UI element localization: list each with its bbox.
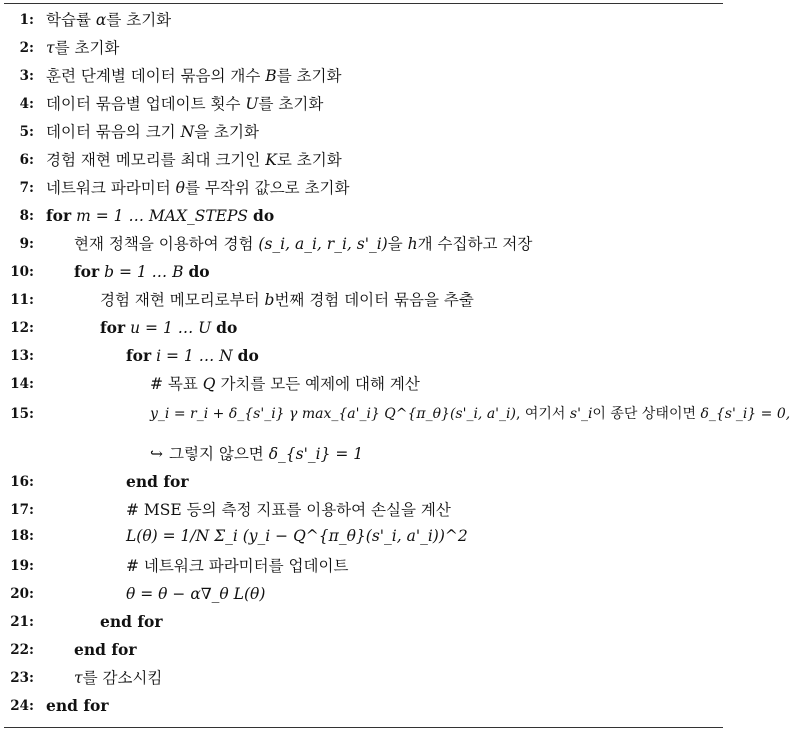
line-number: 3:	[19, 68, 34, 84]
line-text: for m = 1 … MAX_STEPS do	[46, 206, 275, 225]
algo-line-7	[0, 174, 727, 202]
line-number: 6:	[19, 152, 34, 168]
algo-line-24	[0, 692, 727, 720]
line-number: 10:	[10, 264, 34, 280]
algo-line-22	[0, 636, 727, 664]
algo-line-13	[0, 342, 727, 370]
line-text: ↪ 그렇지 않으면 δ_{s'_i} = 1	[150, 445, 364, 463]
algo-line-1	[0, 6, 727, 34]
line-text: end for	[126, 472, 189, 491]
algo-line-8	[0, 202, 727, 230]
line-text: # 네트워크 파라미터를 업데이트	[126, 557, 349, 575]
line-text: y_i = r_i + δ_{s'_i} γ max_{a'_i} Q^{π_θ}(s'_i, a'_i), 여기서 s'_i이 종단 상태이면 δ_{s'_i} = 0,	[150, 406, 790, 422]
line-text: τ를 초기화	[46, 39, 120, 57]
line-text: 훈련 단계별 데이터 묶음의 개수 B를 초기화	[46, 67, 342, 85]
algo-line-19	[0, 552, 727, 580]
line-text: θ = θ − α∇_θ L(θ)	[126, 585, 266, 603]
line-number: 22:	[10, 642, 34, 658]
algo-line-10	[0, 258, 727, 286]
line-text: # 목표 Q 가치를 모든 예제에 대해 계산	[150, 375, 420, 393]
top-rule	[4, 3, 723, 4]
line-text: for i = 1 … N do	[126, 346, 259, 365]
algo-line-2	[0, 34, 727, 62]
line-text: 학습률 α를 초기화	[46, 11, 172, 29]
line-text: 데이터 묶음별 업데이트 횟수 U를 초기화	[46, 95, 324, 113]
line-text: 데이터 묶음의 크기 N을 초기화	[46, 123, 259, 141]
line-number: 20:	[10, 586, 34, 602]
line-text: for u = 1 … U do	[100, 318, 238, 337]
algo-line-9	[0, 230, 727, 258]
line-number: 24:	[10, 698, 34, 714]
line-text: τ를 감소시킴	[74, 669, 163, 687]
line-text: # MSE 등의 측정 지표를 이용하여 손실을 계산	[126, 501, 451, 519]
algo-line-17	[0, 496, 727, 524]
algo-line-14	[0, 370, 727, 398]
algo-line-4	[0, 90, 727, 118]
line-number: 9:	[19, 236, 34, 252]
algo-line-15	[0, 400, 790, 434]
line-text: 경험 재현 메모리로부터 b번째 경험 데이터 묶음을 추출	[100, 291, 474, 309]
continuation-arrow-icon: ↪	[150, 445, 163, 463]
bottom-rule	[4, 727, 723, 728]
algo-line-15-continuation	[0, 440, 727, 468]
algo-line-5	[0, 118, 727, 146]
line-text: end for	[100, 612, 163, 631]
line-number: 2:	[19, 40, 34, 56]
line-text: L(θ) = 1/N Σ_i (y_i − Q^{π_θ}(s'_i, a'_i))^2	[126, 527, 468, 545]
line-number: 8:	[19, 208, 34, 224]
algo-line-21	[0, 608, 727, 636]
algo-line-18	[0, 522, 727, 554]
line-text: end for	[74, 640, 137, 659]
line-number: 18:	[10, 528, 34, 544]
line-number: 5:	[19, 124, 34, 140]
line-number: 13:	[10, 348, 34, 364]
algo-line-20	[0, 580, 727, 608]
algo-line-3	[0, 62, 727, 90]
line-text: end for	[46, 696, 109, 715]
line-text: 네트워크 파라미터 θ를 무작위 값으로 초기화	[46, 179, 350, 197]
line-text: 경험 재현 메모리를 최대 크기인 K로 초기화	[46, 151, 342, 169]
line-number: 17:	[10, 502, 34, 518]
line-number: 4:	[19, 96, 34, 112]
line-number: 12:	[10, 320, 34, 336]
line-number: 15:	[10, 406, 34, 422]
line-number: 7:	[19, 180, 34, 196]
algo-line-23	[0, 664, 727, 692]
line-number: 11:	[10, 292, 34, 308]
algo-line-11	[0, 286, 727, 314]
line-number: 14:	[10, 376, 34, 392]
line-number: 19:	[10, 558, 34, 574]
line-number: 16:	[10, 474, 34, 490]
line-number: 1:	[19, 12, 34, 28]
line-text: for b = 1 … B do	[74, 262, 210, 281]
algo-line-16	[0, 468, 727, 496]
algo-line-6	[0, 146, 727, 174]
line-number: 23:	[10, 670, 34, 686]
line-text: 현재 정책을 이용하여 경험 (s_i, a_i, r_i, s'_i)을 h개 수집하고 저장	[74, 235, 533, 253]
line-number: 21:	[10, 614, 34, 630]
algo-line-12	[0, 314, 727, 342]
